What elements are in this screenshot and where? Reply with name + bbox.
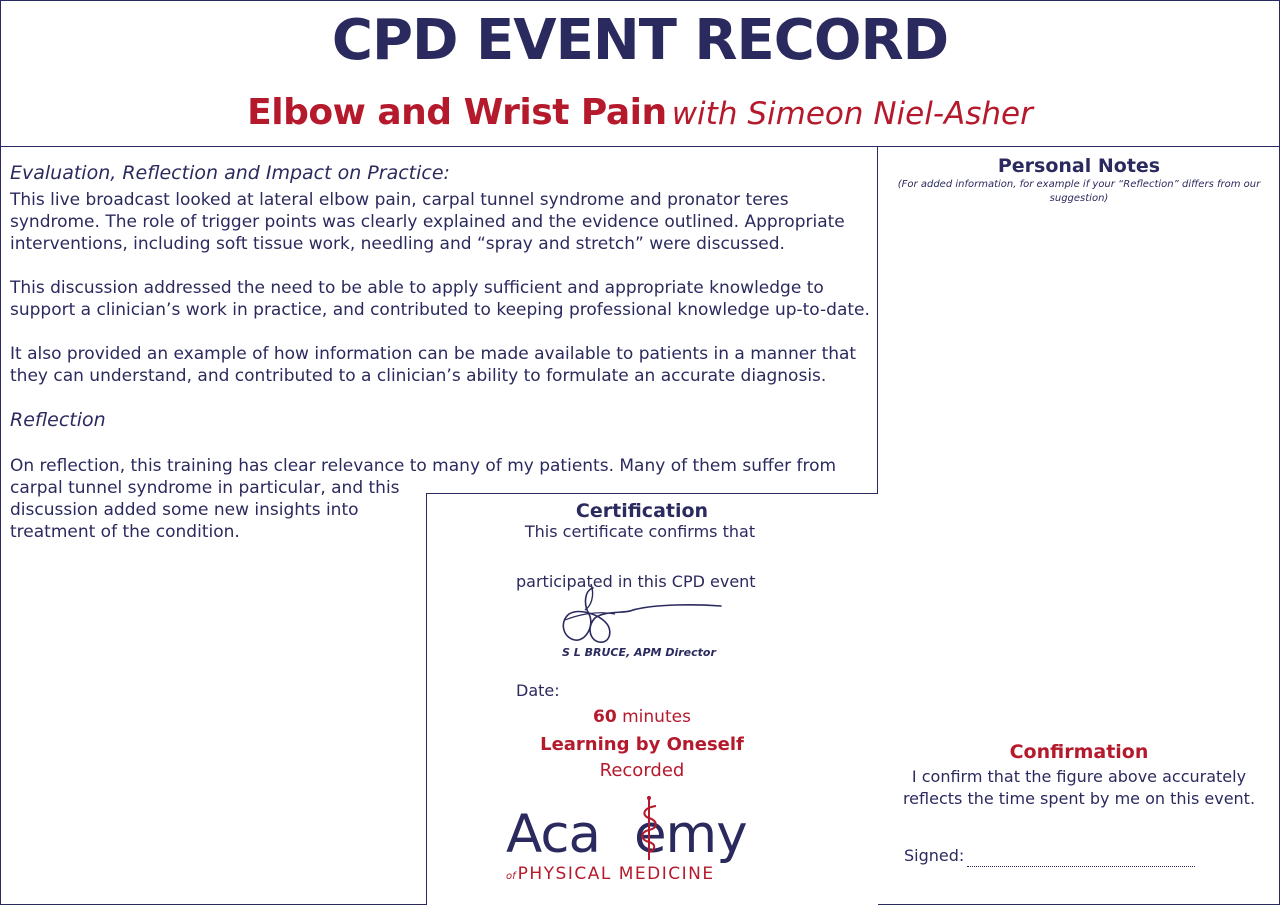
text-line: syndrome. The role of trigger points was clearly explained and the evidence outlined. Appropriate xyxy=(10,212,845,232)
duration-value: 60 xyxy=(593,707,617,727)
duration xyxy=(426,707,858,727)
duration-unit: minutes xyxy=(622,707,691,727)
text-line: support a clinician’s work in practice, and contributed to keeping professional knowledge up-to-date. xyxy=(10,300,870,320)
logo-word-right: emy xyxy=(633,804,747,865)
text-line: carpal tunnel syndrome in particular, and this xyxy=(10,478,400,498)
text-line: reflects the time spent by me on this event. xyxy=(902,789,1256,808)
text-line: It also provided an example of how information can be made available to patients in a manner that xyxy=(10,344,857,364)
signature-field[interactable] xyxy=(967,866,1195,867)
evaluation-paragraph-3 xyxy=(10,343,856,387)
confirmation-title: Confirmation xyxy=(1009,741,1149,763)
academy-logo-subtitle xyxy=(506,864,715,884)
text-line: This discussion addressed the need to be able to apply sufficient and appropriate knowledge to xyxy=(10,278,824,298)
evaluation-paragraph-2 xyxy=(10,277,870,321)
course-subtitle xyxy=(0,92,1280,133)
personal-notes-subtitle: (For added information, for example if your “Reflection” differs from our suggestion) xyxy=(897,179,1261,204)
signed-label: Signed: xyxy=(904,846,965,865)
academy-logo-wordmark xyxy=(506,804,747,865)
text-line: they can understand, and contributed to a clinician’s ability to formulate an accurate diagnosis. xyxy=(10,366,827,386)
participated-text: participated in this CPD event xyxy=(516,572,756,591)
logo-subtitle-text: PHYSICAL MEDICINE xyxy=(517,864,715,884)
text-line: This live broadcast looked at lateral elbow pain, carpal tunnel syndrome and pronator teres xyxy=(10,190,789,210)
page-title: CPD EVENT RECORD xyxy=(331,8,949,73)
presenter-name: with Simeon Niel-Asher xyxy=(671,96,1033,132)
delivery-mode: Recorded xyxy=(599,760,685,781)
text-line: I confirm that the figure above accurately xyxy=(911,767,1247,786)
certification-title: Certification xyxy=(575,500,709,522)
certificate-confirms-text: This certificate confirms that xyxy=(524,522,756,541)
confirmation-text xyxy=(878,766,1280,810)
text-line: On reflection, this training has clear relevance to many of my patients. Many of them suffer from xyxy=(10,456,837,476)
logo-of: of xyxy=(506,871,516,882)
caduceus-icon xyxy=(632,794,666,862)
signatory-name: S L BRUCE, APM Director xyxy=(562,646,716,659)
text-line: interventions, including soft tissue work, needling and “spray and stretch” were discussed. xyxy=(10,234,785,254)
date-label: Date: xyxy=(516,681,560,700)
evaluation-heading: Evaluation, Reflection and Impact on Practice: xyxy=(10,162,450,184)
signature-image xyxy=(555,580,725,650)
reflection-heading: Reflection xyxy=(10,409,106,431)
logo-word-left: Aca xyxy=(506,804,600,865)
course-name: Elbow and Wrist Pain xyxy=(247,92,667,133)
personal-notes-title: Personal Notes xyxy=(997,155,1161,177)
activity-type: Learning by Oneself xyxy=(540,734,744,755)
text-line: discussion added some new insights into xyxy=(10,500,359,520)
evaluation-paragraph-1 xyxy=(10,189,845,255)
text-line: treatment of the condition. xyxy=(10,522,240,542)
